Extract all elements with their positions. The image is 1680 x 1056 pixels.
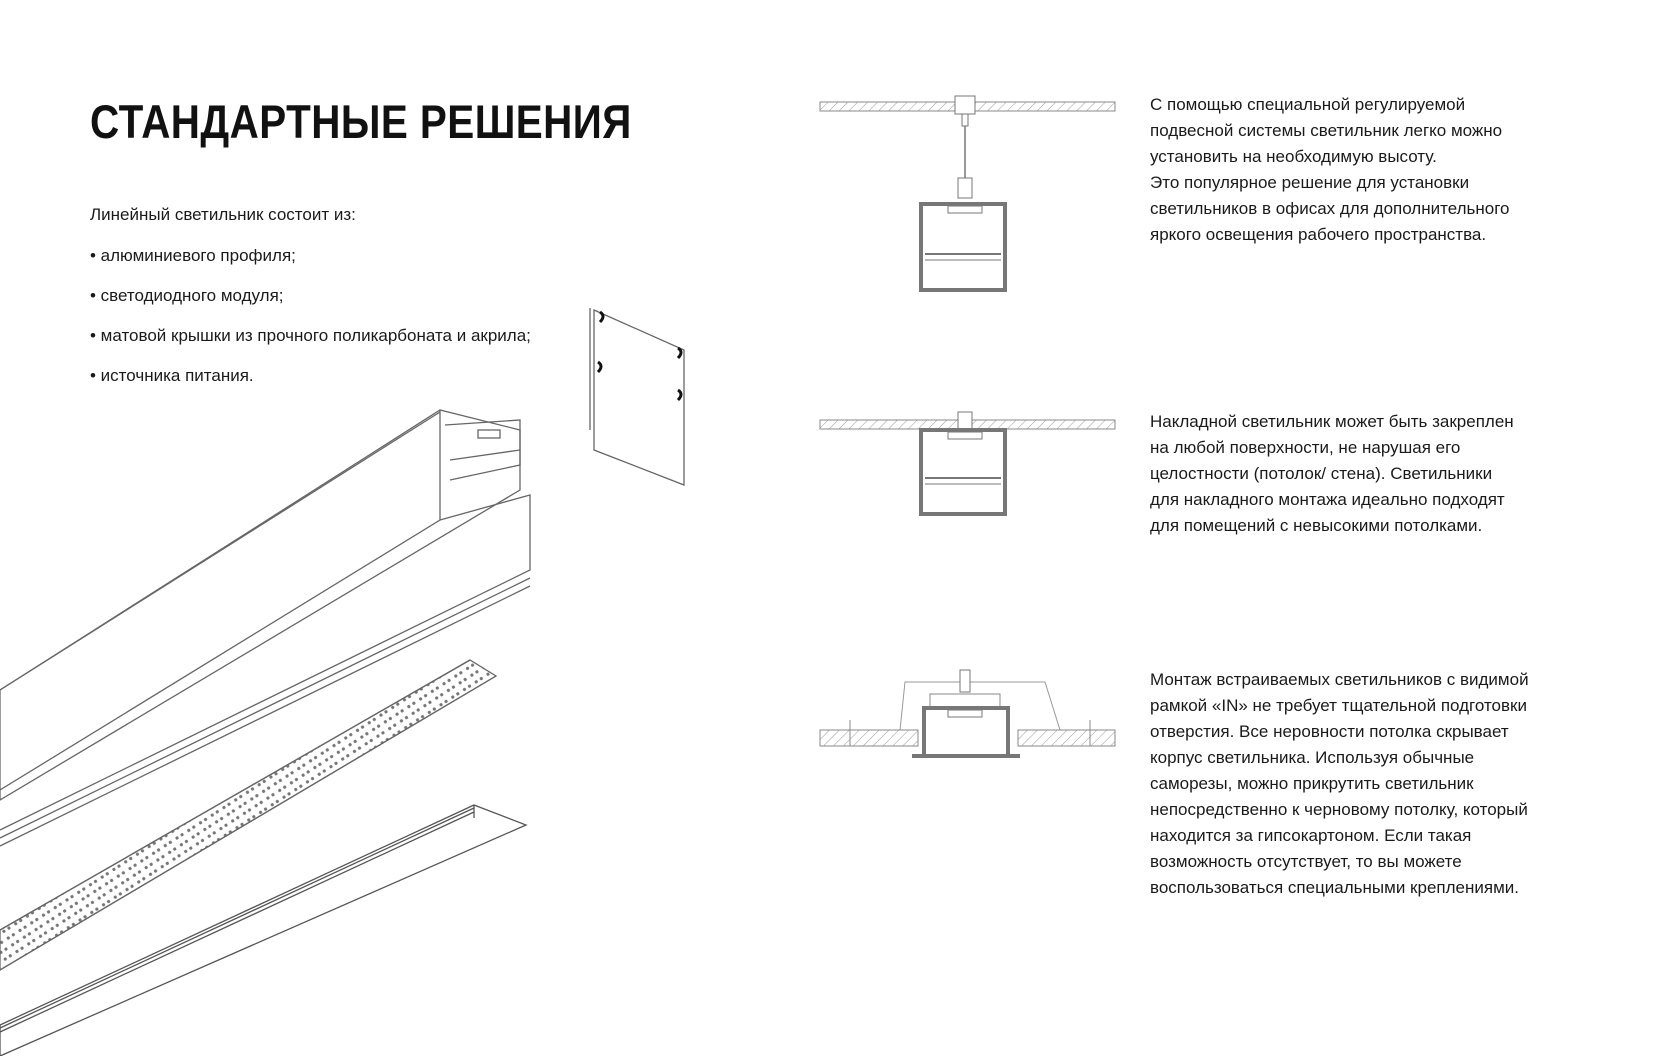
text-line: Это популярное решение для установки: [1150, 173, 1470, 192]
text-line: воспользоваться специальными креплениями.: [1150, 878, 1519, 897]
text-line: отверстия. Все неровности потолка скрывает: [1150, 722, 1509, 741]
list-item: • светодиодного модуля;: [90, 286, 284, 305]
surface-mount-description: [1150, 409, 1600, 539]
text-line: целостности (потолок/ стена). Светильники: [1150, 464, 1493, 483]
text-line: установить на необходимую высоту.: [1150, 147, 1437, 166]
text-line: светильников в офисах для дополнительного: [1150, 199, 1510, 218]
recessed-mount-diagram: [820, 660, 1120, 780]
text-line: возможность отсутствует, то вы можете: [1150, 852, 1462, 871]
text-line: рамкой «IN» не требует тщательной подготовки: [1150, 696, 1527, 715]
exploded-luminaire-illustration: [0, 290, 700, 1056]
text-line: яркого освещения рабочего пространства.: [1150, 225, 1487, 244]
text-line: саморезы, можно прикрутить светильник: [1150, 774, 1474, 793]
list-item: • алюминиевого профиля;: [90, 246, 296, 265]
surface-mount-diagram: [820, 408, 1120, 518]
text-line: находится за гипсокартоном. Если такая: [1150, 826, 1472, 845]
list-item: • матовой крышки из прочного поликарбоната и акрила;: [90, 326, 531, 345]
suspended-mount-diagram: [820, 90, 1120, 300]
text-line: Монтаж встраиваемых светильников с видимой: [1150, 670, 1529, 689]
text-line: на любой поверхности, не нарушая его: [1150, 438, 1461, 457]
list-item: • источника питания.: [90, 366, 254, 385]
end-cap: [590, 308, 684, 485]
text-line: для помещений с невысокими потолками.: [1150, 516, 1483, 535]
text-line: С помощью специальной регулируемой: [1150, 95, 1466, 114]
page-title: СТАНДАРТНЫЕ РЕШЕНИЯ: [90, 95, 632, 148]
diffuser-cover: [0, 805, 526, 1056]
components-intro: Линейный светильник состоит из:: [90, 205, 356, 224]
text-line: Накладной светильник может быть закреплен: [1150, 412, 1514, 431]
text-line: непосредственно к черновому потолку, который: [1150, 800, 1528, 819]
suspended-mount-description: [1150, 92, 1600, 248]
text-line: подвесной системы светильник легко можно: [1150, 121, 1503, 140]
text-line: корпус светильника. Используя обычные: [1150, 748, 1475, 767]
recessed-mount-description: [1150, 667, 1600, 901]
text-line: для накладного монтажа идеально подходят: [1150, 490, 1505, 509]
